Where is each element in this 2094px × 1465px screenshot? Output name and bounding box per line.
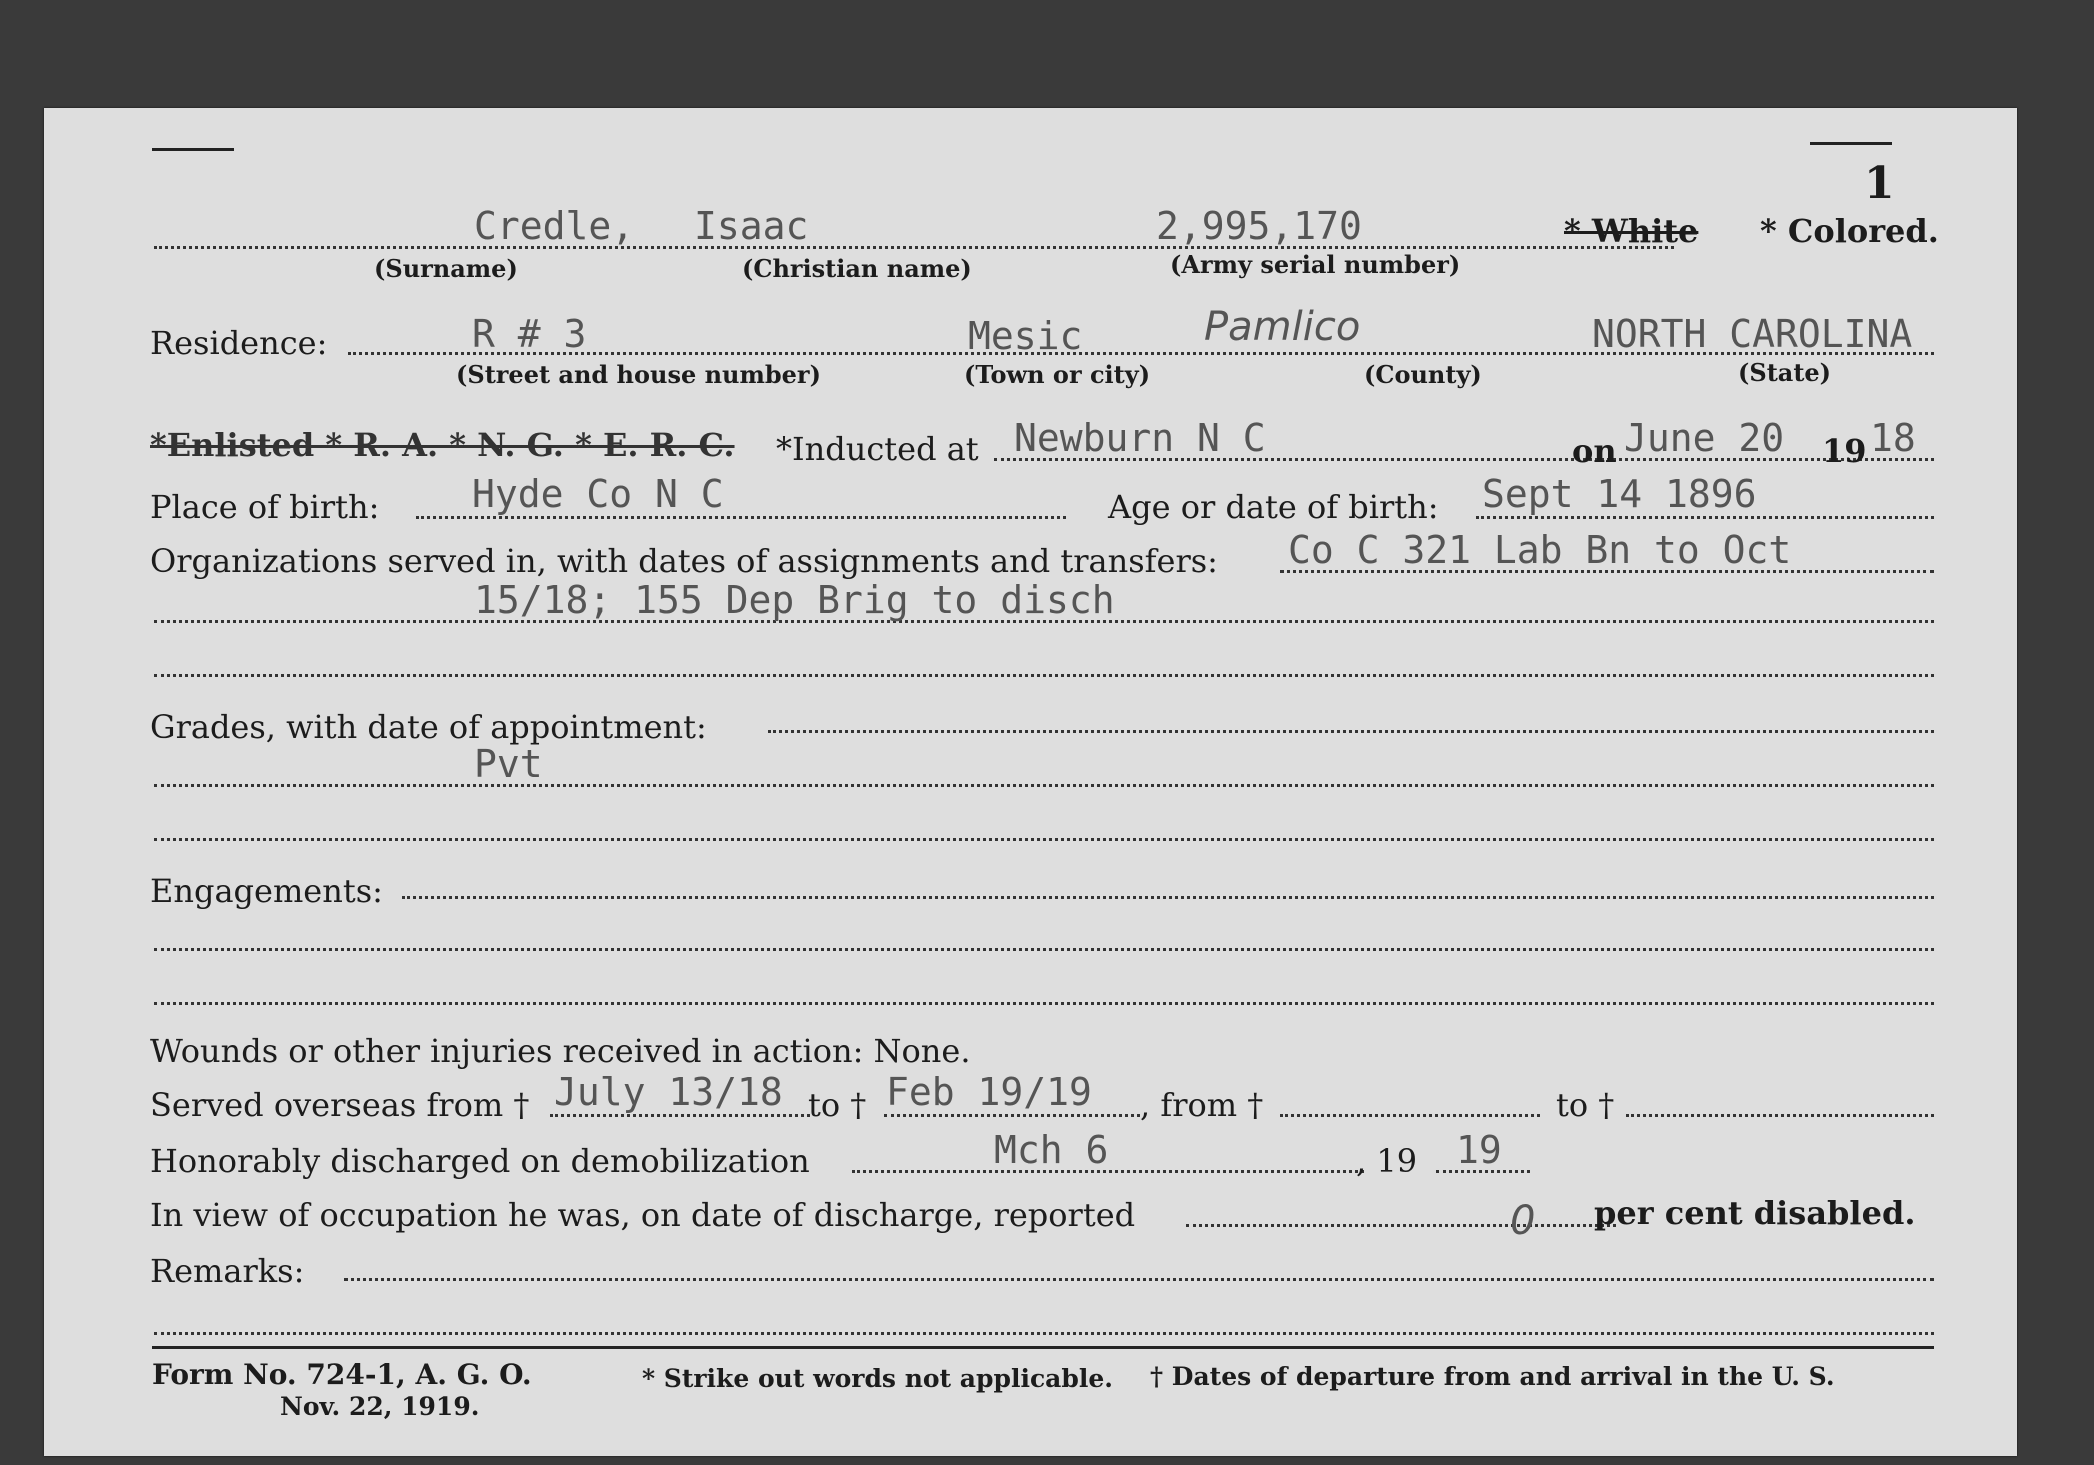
grades-value: Pvt [474,742,543,786]
county-caption: (County) [1364,360,1482,389]
overseas-from-line [550,1114,810,1117]
serial-caption: (Army serial number) [1170,250,1461,279]
christian-caption: (Christian name) [742,254,972,283]
inducted-label: *Inducted at [776,430,979,468]
organizations-line-3 [154,674,1934,677]
on-label: on [1572,432,1617,470]
overseas-from2-label: , from † [1140,1086,1264,1124]
surname-caption: (Surname) [374,254,518,283]
white-label: * White [1564,212,1699,250]
engagements-line-1 [402,896,1934,899]
state-value: NORTH CAROLINA [1592,312,1913,356]
organizations-value-2: 15/18; 155 Dep Brig to disch [474,578,1115,622]
wounds-label: Wounds or other injuries received in action: None. [150,1032,971,1070]
name-line [154,246,1674,249]
remarks-line-2 [154,1332,1934,1335]
dates-note: † Dates of departure from and arrival in the U. S. [1150,1362,1835,1391]
street-value: R # 3 [472,312,587,356]
colored-option: * Colored. [1760,212,1939,250]
remarks-line-1 [344,1278,1934,1281]
discharge-label: Honorably discharged on demobilization [150,1142,810,1180]
organizations-value-1: Co C 321 Lab Bn to Oct [1288,528,1792,572]
overseas-to2-label: to † [1556,1086,1615,1124]
induction-date: June 20 [1624,416,1785,460]
disability-label: In view of occupation he was, on date of discharge, reported [150,1196,1136,1234]
engagements-line-2 [154,948,1934,951]
discharge-year: 19 [1456,1128,1502,1172]
service-record-card [44,108,2017,1456]
birthplace-label: Place of birth: [150,488,380,526]
engagements-line-3 [154,1002,1934,1005]
birthdate-label: Age or date of birth: [1108,488,1439,526]
grades-line-3 [154,838,1934,841]
overseas-to2-line [1626,1114,1934,1117]
overseas-from-value: July 13/18 [554,1070,783,1114]
surname-value: Credle, [474,204,635,248]
overseas-from2-line [1280,1114,1540,1117]
top-right-mark [1810,142,1892,145]
residence-label: Residence: [150,324,328,362]
form-date: Nov. 22, 1919. [280,1392,480,1421]
disability-value: 0 [1510,1198,1536,1244]
grades-line-2 [154,784,1934,787]
footer-divider [152,1346,1934,1349]
town-caption: (Town or city) [964,360,1151,389]
disability-suffix: per cent disabled. [1594,1194,1916,1232]
grades-line-1 [768,730,1934,733]
form-number: Form No. 724-1, A. G. O. [152,1358,532,1391]
induction-year: 18 [1870,416,1916,460]
induction-year-prefix: 19 [1822,432,1867,470]
inducted-place: Newburn N C [1014,416,1266,460]
organizations-label: Organizations served in, with dates of assignments and transfers: [150,542,1218,580]
christian-name-value: Isaac [694,204,809,248]
overseas-to-label: to † [808,1086,867,1124]
state-caption: (State) [1738,358,1832,387]
white-option [1564,212,1698,250]
birthplace-line [416,516,1066,519]
street-caption: (Street and house number) [456,360,821,389]
discharge-year-prefix: , 19 [1356,1142,1418,1180]
serial-number-value: 2,995,170 [1156,204,1362,248]
overseas-to-value: Feb 19/19 [886,1070,1092,1114]
struck-options [150,426,735,464]
top-left-mark [152,148,234,151]
county-value: Pamlico [1204,304,1361,350]
struck-options-text: *Enlisted * R. A. * N. G. * E. R. C. [150,426,735,464]
birthdate-line [1476,516,1934,519]
grades-label: Grades, with date of appointment: [150,708,707,746]
birthplace-value: Hyde Co N C [472,472,724,516]
overseas-label: Served overseas from † [150,1086,530,1124]
town-value: Mesic [968,314,1083,358]
remarks-label: Remarks: [150,1252,305,1290]
overseas-to-line [884,1114,1140,1117]
discharge-date: Mch 6 [994,1128,1109,1172]
card-number: 1 [1864,158,1895,209]
birthdate-value: Sept 14 1896 [1482,472,1757,516]
disability-line [1186,1224,1616,1227]
strike-note: * Strike out words not applicable. [642,1364,1113,1393]
engagements-label: Engagements: [150,872,383,910]
